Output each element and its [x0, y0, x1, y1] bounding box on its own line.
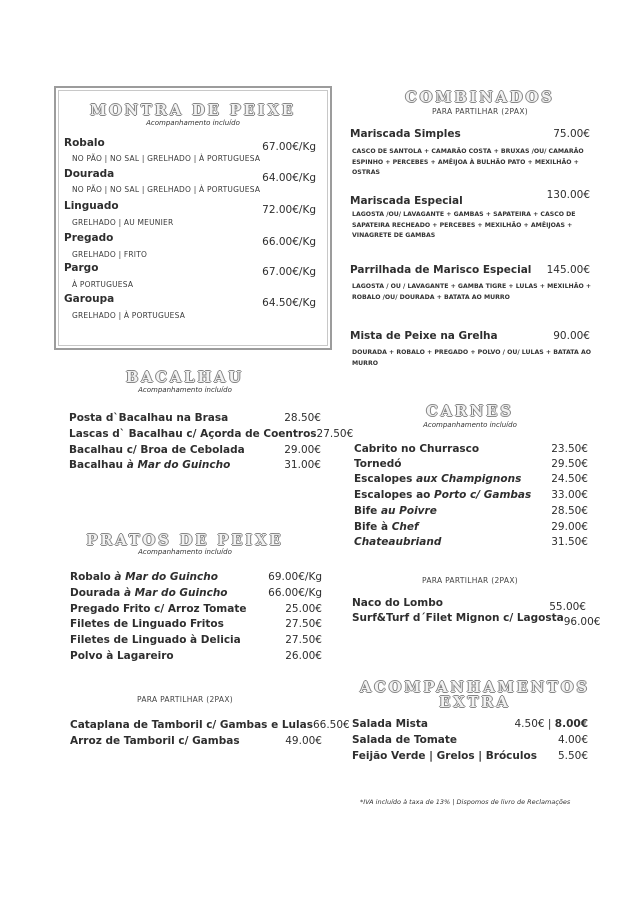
pratos-share-item	[70, 719, 350, 731]
carnes-item	[354, 521, 588, 533]
pratos-item	[70, 618, 322, 630]
item-name: Parrilhada de Marisco Especial	[350, 264, 532, 276]
carnes-item	[354, 536, 588, 548]
item-price: 26.00€	[285, 650, 322, 662]
item-price: 23.50€	[551, 443, 588, 455]
item-price-single: 4.50€ |	[514, 718, 555, 730]
carnes-item	[354, 505, 588, 517]
item-name: Feijão Verde | Grelos | Bróculos	[352, 750, 537, 762]
item-name: Salada Mista	[352, 718, 428, 730]
montra-item	[64, 293, 316, 309]
item-name: Filetes de Linguado Fritos	[70, 618, 224, 630]
combinados-share-label: PARA PARTILHAR (2PAX)	[431, 107, 528, 116]
bacalhau-item	[69, 459, 321, 471]
item-price: 49.00€	[285, 735, 322, 747]
pratos-share-label: PARA PARTILHAR (2PAX)	[136, 695, 233, 704]
item-price	[515, 718, 589, 730]
item-price: 24.50€	[551, 473, 588, 485]
montra-item	[64, 137, 316, 153]
item-price: 27.50€	[285, 618, 322, 630]
item-name-plain: Robalo	[70, 571, 115, 583]
item-price: 66.50€	[312, 719, 350, 731]
item-name: Linguado	[64, 200, 119, 212]
item-name	[354, 536, 441, 548]
acompanhamentos-item	[352, 734, 588, 746]
item-name: Cataplana de Tamboril c/ Gambas e Lulas	[70, 719, 313, 731]
bacalhau-item	[69, 444, 321, 456]
item-price: 64.50€/Kg	[262, 297, 316, 309]
item-price: 64.00€/Kg	[262, 172, 316, 184]
item-name	[70, 571, 218, 583]
item-name: Polvo à Lagareiro	[70, 650, 174, 662]
item-name-plain: Escalopes ao	[354, 489, 435, 501]
item-note: À PORTUGUESA	[72, 280, 134, 289]
item-description: CASCO DE SANTOLA + CAMARÃO COSTA + BRUXAS /OU/ CAMARÃO ESPINHO + PERCEBES + AMÊIJOA À BULHÃO PATO + MEXILHÃO + OSTRAS	[352, 148, 584, 176]
item-note: GRELHADO | AU MEUNIER	[72, 218, 174, 227]
item-price: 33.00€	[551, 489, 588, 501]
acompanhamentos-title-extra: EXTRA	[439, 694, 511, 711]
item-name: Pargo	[64, 262, 99, 274]
item-name-plain: Bacalhau	[69, 459, 127, 471]
item-name: Lascas d` Bacalhau c/ Açorda de Coentros	[69, 428, 317, 440]
item-price: 67.00€/Kg	[262, 266, 316, 278]
item-name: Mariscada Simples	[350, 128, 461, 140]
item-name: Bacalhau c/ Broa de Cebolada	[69, 444, 245, 456]
item-description: DOURADA + ROBALO + PREGADO + POLVO / OU/ LULAS + BATATA AO MURRO	[352, 349, 591, 367]
montra-item	[64, 232, 316, 248]
item-name-plain: Bife à	[354, 521, 392, 533]
item-price: 55.00€	[549, 601, 586, 613]
bacalhau-subtitle: Acompanhamento incluído	[138, 386, 232, 394]
montra-item	[64, 168, 316, 184]
item-name: Surf&Turf d´Filet Mignon c/ Lagosta	[352, 612, 564, 624]
item-name	[354, 473, 521, 485]
item-name-plain: Dourada	[70, 587, 124, 599]
item-name: Pregado	[64, 232, 114, 244]
item-name-italic: Porto c/ Gambas	[434, 489, 532, 501]
tax-footnote: *IVA incluído à taxa de 13% | Dispomos de livro de Reclamações	[360, 798, 571, 806]
item-name: Cabrito no Churrasco	[354, 443, 480, 455]
item-price: 4.00€	[557, 734, 588, 746]
acompanhamentos-title: ACOMPANHAMENTOS	[359, 679, 591, 696]
item-price: 27.50€	[316, 428, 354, 440]
bacalhau-title: BACALHAU	[125, 369, 245, 386]
item-price: 67.00€/Kg	[262, 141, 316, 153]
item-name: Dourada	[64, 168, 115, 180]
item-price: 31.50€	[551, 536, 588, 548]
carnes-title: CARNES	[426, 403, 514, 420]
carnes-item	[354, 489, 588, 501]
item-name: Garoupa	[64, 293, 115, 305]
item-note: GRELHADO | FRITO	[72, 250, 148, 259]
item-price: 28.50€	[284, 412, 321, 424]
item-name: Naco do Lombo	[352, 597, 443, 609]
item-price: 69.00€/Kg	[268, 571, 322, 583]
item-price: 96.00€	[563, 616, 601, 628]
acompanhamentos-item	[352, 718, 588, 730]
item-name	[354, 505, 437, 517]
pratos-share-item	[70, 735, 322, 747]
item-price: 27.50€	[285, 634, 322, 646]
pratos-title: PRATOS DE PEIXE	[86, 532, 284, 549]
item-price: 66.00€/Kg	[268, 587, 322, 599]
item-name-italic: à Mar do Guincho	[114, 571, 218, 583]
carnes-share-label: PARA PARTILHAR (2PAX)	[421, 576, 518, 585]
item-price: 90.00€	[553, 330, 590, 342]
item-name-italic: Chef	[391, 521, 419, 533]
montra-item	[64, 200, 316, 216]
item-price: 31.00€	[284, 459, 321, 471]
combinados-item	[350, 128, 590, 140]
item-price-double: 8.00€	[554, 718, 588, 730]
carnes-item	[354, 473, 588, 485]
item-note: NO PÃO | NO SAL | GRELHADO | À PORTUGUESA	[72, 185, 261, 194]
item-price: 130.00€	[546, 189, 590, 201]
combinados-item	[350, 189, 590, 207]
item-name-italic: à Mar do Guincho	[123, 587, 228, 599]
combinados-item	[350, 264, 590, 276]
item-price: 75.00€	[553, 128, 590, 140]
pratos-item	[70, 650, 322, 662]
item-name: Arroz de Tamboril c/ Gambas	[70, 735, 240, 747]
item-name	[70, 587, 228, 599]
item-name: Mariscada Especial	[350, 195, 463, 207]
montra-title: MONTRA DE PEIXE	[90, 102, 296, 119]
pratos-subtitle: Acompanhamento incluído	[138, 548, 232, 556]
item-price: 29.00€	[284, 444, 321, 456]
carnes-item	[354, 458, 588, 470]
pratos-item	[70, 634, 322, 646]
item-name: Salada de Tomate	[352, 734, 458, 746]
carnes-share-item	[352, 612, 601, 628]
item-price: 29.00€	[551, 521, 588, 533]
item-note: GRELHADO | À PORTUGUESA	[72, 311, 186, 320]
item-description: LAGOSTA / OU / LAVAGANTE + GAMBA TIGRE + LULAS + MEXILHÃO + ROBALO /OU/ DOURADA + BATATA AO MURRO	[352, 283, 592, 301]
combinados-title: COMBINADOS	[405, 89, 555, 106]
montra-subtitle: Acompanhamento incluído	[146, 119, 240, 127]
item-name: Filetes de Linguado à Delicia	[70, 634, 241, 646]
item-name	[69, 459, 230, 471]
item-name-italic: au Poivre	[380, 505, 437, 517]
item-price: 28.50€	[551, 505, 588, 517]
montra-item	[64, 262, 316, 278]
item-name: Tornedó	[354, 458, 402, 470]
carnes-subtitle: Acompanhamento incluído	[423, 421, 517, 429]
item-name	[354, 489, 531, 501]
item-name-plain: Bife	[354, 505, 381, 517]
item-name-plain: Escalopes	[354, 473, 417, 485]
item-note: NO PÃO | NO SAL | GRELHADO | À PORTUGUESA	[72, 154, 261, 163]
pratos-item	[70, 603, 322, 615]
item-name: Robalo	[64, 137, 105, 149]
item-name: Posta d`Bacalhau na Brasa	[69, 412, 229, 424]
item-price: 25.00€	[285, 603, 322, 615]
item-name: Pregado Frito c/ Arroz Tomate	[70, 603, 247, 615]
item-name	[354, 521, 419, 533]
item-price: 29.50€	[551, 458, 588, 470]
item-price: 72.00€/Kg	[262, 204, 316, 216]
carnes-share-item	[352, 597, 586, 613]
item-name: Mista de Peixe na Grelha	[350, 330, 498, 342]
item-name-italic: Chateaubriand	[354, 536, 442, 548]
item-name-italic: à Mar do Guincho	[126, 459, 231, 471]
item-price: 66.00€/Kg	[262, 236, 316, 248]
item-price: 5.50€	[557, 750, 588, 762]
pratos-item	[70, 587, 322, 599]
item-name-italic: aux Champignons	[416, 473, 522, 485]
acompanhamentos-item	[352, 750, 588, 762]
bacalhau-item	[69, 428, 354, 440]
combinados-item	[350, 330, 590, 342]
item-description: LAGOSTA /OU/ LAVAGANTE + GAMBAS + SAPATEIRA + CASCO DE SAPATEIRA RECHEADO + PERCEBES + MEXILHÃO + AMÊIJOAS + VINAGRETE DE GAMBAS	[352, 211, 576, 239]
carnes-item	[354, 443, 588, 455]
bacalhau-item	[69, 412, 321, 424]
pratos-item	[70, 571, 322, 583]
item-price: 145.00€	[546, 264, 590, 276]
